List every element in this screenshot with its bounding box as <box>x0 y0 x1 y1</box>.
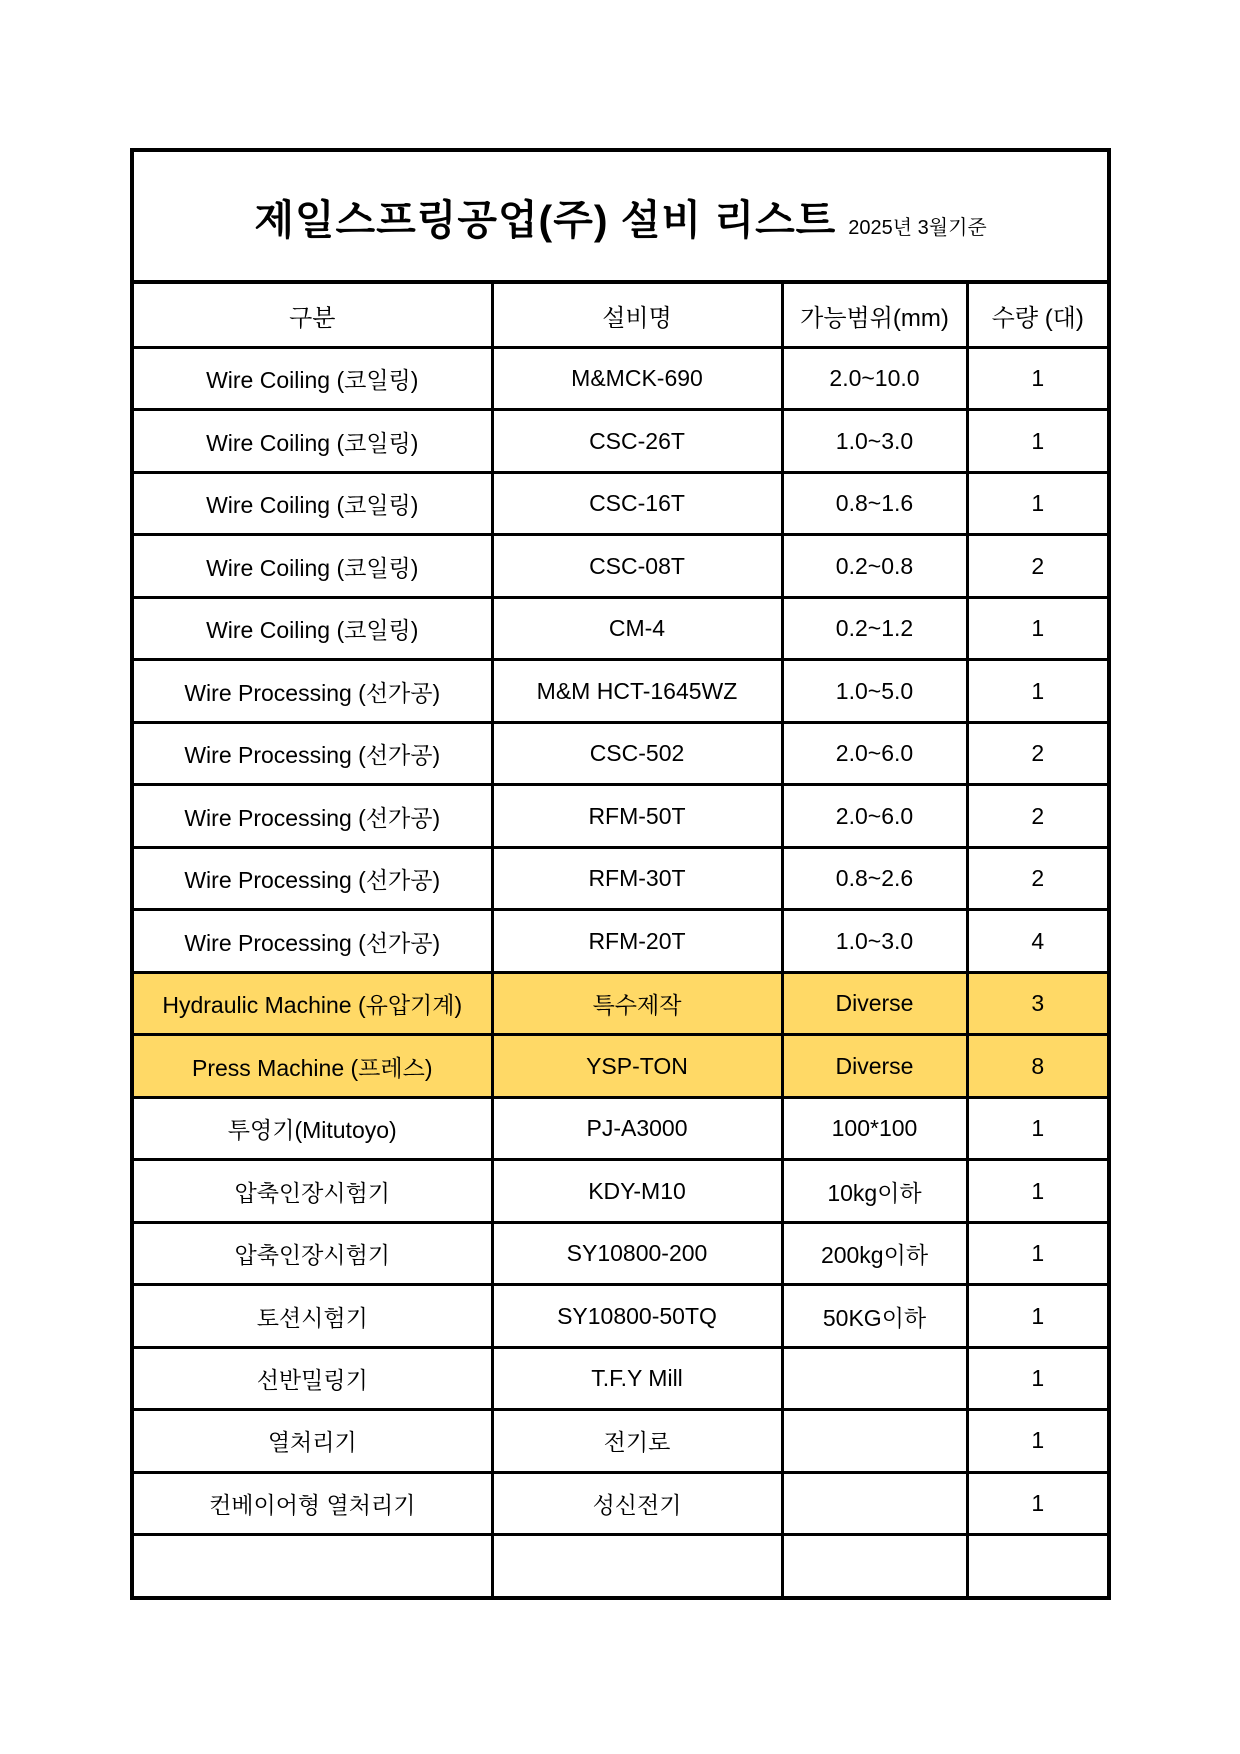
cell-equipment-name: KDY-M10 <box>492 1160 782 1222</box>
cell-equipment-name: RFM-50T <box>492 785 782 847</box>
table-row <box>132 785 1109 847</box>
cell-category: 투영기(Mitutoyo) <box>132 1097 492 1159</box>
table-row <box>132 597 1109 659</box>
table-row <box>132 472 1109 534</box>
cell-equipment-name: CM-4 <box>492 597 782 659</box>
cell-equipment-name: 성신전기 <box>492 1472 782 1534</box>
table-row <box>132 722 1109 784</box>
cell-category: Wire Coiling (코일링) <box>132 348 492 410</box>
cell-quantity: 1 <box>967 1160 1109 1222</box>
cell-range: 10kg이하 <box>782 1160 967 1222</box>
cell-range: 1.0~3.0 <box>782 910 967 972</box>
column-header-category: 구분 <box>132 282 492 348</box>
cell-category: 열처리기 <box>132 1410 492 1472</box>
cell-category: 선반밀링기 <box>132 1347 492 1409</box>
table-row <box>132 535 1109 597</box>
cell-range <box>782 1535 967 1598</box>
cell-range: 2.0~10.0 <box>782 348 967 410</box>
equipment-table <box>130 148 1111 1600</box>
cell-quantity <box>967 1535 1109 1598</box>
cell-equipment-name: CSC-26T <box>492 410 782 472</box>
cell-range: 2.0~6.0 <box>782 722 967 784</box>
cell-quantity: 2 <box>967 722 1109 784</box>
cell-range: Diverse <box>782 1035 967 1097</box>
title-row <box>132 150 1109 282</box>
cell-category: Wire Coiling (코일링) <box>132 597 492 659</box>
table-row <box>132 1410 1109 1472</box>
column-header-quantity: 수량 (대) <box>967 282 1109 348</box>
table-row <box>132 660 1109 722</box>
table-row <box>132 1472 1109 1534</box>
cell-range: 1.0~5.0 <box>782 660 967 722</box>
cell-range: 0.2~1.2 <box>782 597 967 659</box>
cell-range: 2.0~6.0 <box>782 785 967 847</box>
cell-range <box>782 1410 967 1472</box>
cell-range: Diverse <box>782 972 967 1034</box>
column-header-equipment-name: 설비명 <box>492 282 782 348</box>
cell-quantity: 1 <box>967 410 1109 472</box>
cell-range: 0.2~0.8 <box>782 535 967 597</box>
table-row <box>132 1222 1109 1284</box>
cell-quantity: 2 <box>967 535 1109 597</box>
cell-equipment-name: CSC-502 <box>492 722 782 784</box>
cell-range: 100*100 <box>782 1097 967 1159</box>
table-row <box>132 1347 1109 1409</box>
table-row <box>132 1160 1109 1222</box>
cell-equipment-name: T.F.Y Mill <box>492 1347 782 1409</box>
cell-category: Wire Processing (선가공) <box>132 910 492 972</box>
cell-quantity: 1 <box>967 660 1109 722</box>
cell-equipment-name: RFM-30T <box>492 847 782 909</box>
cell-category: Press Machine (프레스) <box>132 1035 492 1097</box>
cell-quantity: 1 <box>967 1097 1109 1159</box>
cell-equipment-name: 특수제작 <box>492 972 782 1034</box>
cell-equipment-name: RFM-20T <box>492 910 782 972</box>
cell-quantity: 2 <box>967 847 1109 909</box>
cell-category: Wire Processing (선가공) <box>132 847 492 909</box>
table-row <box>132 1097 1109 1159</box>
cell-equipment-name: PJ-A3000 <box>492 1097 782 1159</box>
cell-range <box>782 1347 967 1409</box>
cell-range: 50KG이하 <box>782 1285 967 1347</box>
table-row <box>132 910 1109 972</box>
cell-category <box>132 1535 492 1598</box>
cell-quantity: 8 <box>967 1035 1109 1097</box>
cell-quantity: 1 <box>967 1222 1109 1284</box>
page-title: 제일스프링공업(주) 설비 리스트 <box>254 196 837 243</box>
cell-equipment-name: SY10800-50TQ <box>492 1285 782 1347</box>
cell-category: Wire Processing (선가공) <box>132 660 492 722</box>
cell-range: 0.8~2.6 <box>782 847 967 909</box>
cell-quantity: 2 <box>967 785 1109 847</box>
cell-category: Wire Processing (선가공) <box>132 722 492 784</box>
cell-quantity: 1 <box>967 1410 1109 1472</box>
cell-quantity: 1 <box>967 348 1109 410</box>
cell-quantity: 1 <box>967 1347 1109 1409</box>
cell-range: 0.8~1.6 <box>782 472 967 534</box>
cell-quantity: 4 <box>967 910 1109 972</box>
cell-category: Wire Coiling (코일링) <box>132 535 492 597</box>
table-row <box>132 348 1109 410</box>
cell-equipment-name: SY10800-200 <box>492 1222 782 1284</box>
cell-category: 압축인장시험기 <box>132 1160 492 1222</box>
cell-quantity: 1 <box>967 597 1109 659</box>
cell-equipment-name: CSC-16T <box>492 472 782 534</box>
cell-equipment-name <box>492 1535 782 1598</box>
cell-quantity: 1 <box>967 1472 1109 1534</box>
equipment-list-sheet <box>130 148 1107 1600</box>
cell-category: 컨베이어형 열처리기 <box>132 1472 492 1534</box>
cell-category: Wire Coiling (코일링) <box>132 472 492 534</box>
cell-category: Wire Coiling (코일링) <box>132 410 492 472</box>
cell-equipment-name: YSP-TON <box>492 1035 782 1097</box>
table-row <box>132 1035 1109 1097</box>
cell-quantity: 1 <box>967 1285 1109 1347</box>
cell-equipment-name: M&MCK-690 <box>492 348 782 410</box>
cell-quantity: 3 <box>967 972 1109 1034</box>
cell-category: Wire Processing (선가공) <box>132 785 492 847</box>
page-subtitle-date: 2025년 3월기준 <box>848 216 987 239</box>
cell-equipment-name: CSC-08T <box>492 535 782 597</box>
cell-equipment-name: M&M HCT-1645WZ <box>492 660 782 722</box>
column-header-range: 가능범위(mm) <box>782 282 967 348</box>
table-row <box>132 847 1109 909</box>
cell-range <box>782 1472 967 1534</box>
cell-category: 압축인장시험기 <box>132 1222 492 1284</box>
cell-range: 1.0~3.0 <box>782 410 967 472</box>
cell-quantity: 1 <box>967 472 1109 534</box>
title-cell <box>132 150 1109 282</box>
table-header-row <box>132 282 1109 348</box>
cell-category: Hydraulic Machine (유압기계) <box>132 972 492 1034</box>
table-row <box>132 1285 1109 1347</box>
table-row <box>132 972 1109 1034</box>
table-row <box>132 1535 1109 1598</box>
table-row <box>132 410 1109 472</box>
cell-category: 토션시험기 <box>132 1285 492 1347</box>
cell-equipment-name: 전기로 <box>492 1410 782 1472</box>
cell-range: 200kg이하 <box>782 1222 967 1284</box>
